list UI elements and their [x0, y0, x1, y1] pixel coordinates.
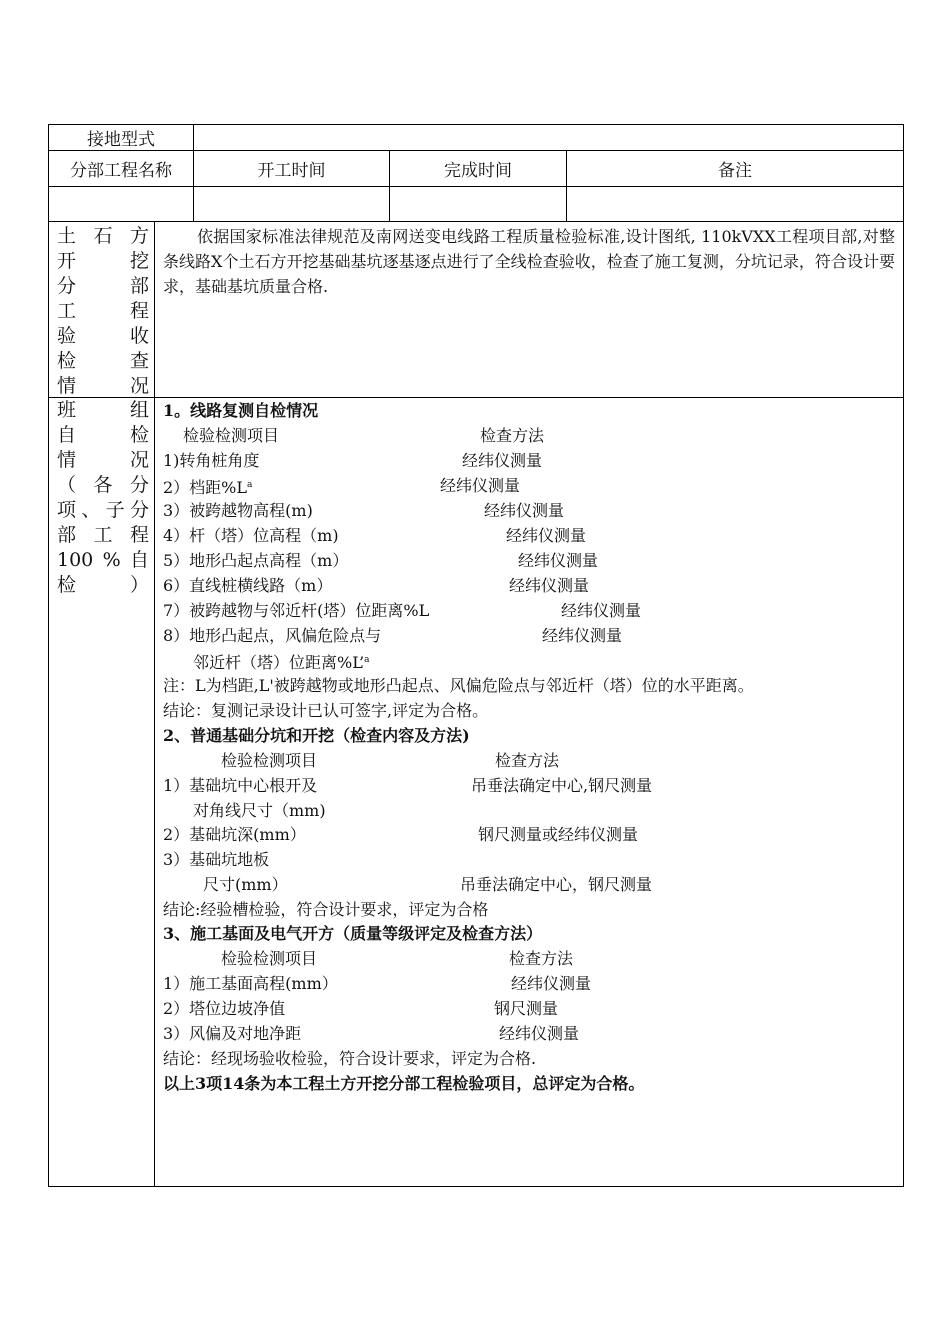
section3-row-method: 经纬仪测量 — [511, 974, 592, 993]
section2-row-method: 吊垂法确定中心，钢尺测量 — [460, 875, 653, 894]
section1-row-item: 8）地形凸起点，风偏危险点与 — [163, 626, 382, 645]
section1-row-item: 1)转角桩角度 — [163, 451, 260, 470]
section1-row-item: 5）地形凸起点高程（m） — [163, 551, 349, 570]
overall-summary: 以上3项14条为本工程土方开挖分部工程检验项目，总评定为合格。 — [163, 1074, 645, 1093]
section1-conclusion: 结论：复测记录设计已认可签字,评定为合格。 — [163, 701, 489, 720]
acceptance-text: 依据国家标准法律规范及南网送变电线路工程质量检验标准,设计图纸, 110kVXX工程项目部,对整条线路X个土石方开挖基础基坑逐基逐点进行了全线检查验收，检查了施工复测，分坑记录，符合设计要求，基础基坑质量合格. — [163, 227, 895, 296]
section1-row-method: 经纬仪测量 — [542, 626, 623, 645]
grounding-type-label: 接地型式 — [87, 130, 155, 150]
section2-row-method: 钢尺测量或经纬仪测量 — [478, 825, 639, 844]
section2-row-continuation: 对角线尺寸（mm) — [193, 801, 326, 820]
finish-time-label: 完成时间 — [444, 161, 512, 181]
section1-row-method: 经纬仪测量 — [440, 476, 521, 495]
section2-row-item: 3）基础坑地板 — [163, 850, 270, 869]
section1-row-item: 2）档距$\%L^a$ — [163, 478, 253, 497]
section3-col-item: 检验检测项目 — [221, 949, 318, 968]
section3-row-item: 3）风偏及对地净距 — [163, 1024, 302, 1043]
self-check-label: 班 组 自 检 情 况 （ 各 分 项、子分 部 工 程 100 % 自 检） — [57, 399, 149, 596]
section2-title: 2、普通基础分坑和开挖（检查内容及方法) — [163, 726, 470, 745]
section2-conclusion: 结论:经验槽检验，符合设计要求，评定为合格 — [163, 900, 489, 919]
section1-row-item: 7）被跨越物与邻近杆(塔）位距离%L — [163, 601, 430, 620]
section1-row-method: 经纬仪测量 — [506, 526, 587, 545]
section1-note: 注：L为档距,L'被跨越物或地形凸起点、风偏危险点与邻近杆（塔）位的水平距离。 — [163, 676, 754, 695]
section1-col-item: 检验检测项目 — [183, 426, 280, 445]
section1-row8-continuation: 邻近杆（塔）位距离%L’$^a$ — [193, 653, 370, 672]
section1-row-item: 3）被跨越物高程(m) — [163, 501, 313, 520]
section1-row-item: 6）直线桩横线路（m） — [163, 576, 333, 595]
section2-row-item: 1）基础坑中心根开及 — [163, 776, 318, 795]
subproject-name-label: 分部工程名称 — [70, 161, 172, 181]
section2-col-method: 检查方法 — [495, 751, 560, 770]
section1-col-method: 检查方法 — [480, 426, 545, 445]
section1-row-method: 经纬仪测量 — [561, 601, 642, 620]
remarks-label: 备注 — [718, 161, 752, 181]
section1-row-method: 经纬仪测量 — [484, 501, 565, 520]
section3-row-method: 经纬仪测量 — [499, 1024, 580, 1043]
section3-col-method: 检查方法 — [509, 949, 574, 968]
section2-row-method: 吊垂法确定中心,钢尺测量 — [471, 776, 653, 795]
section1-row-method: 经纬仪测量 — [509, 576, 590, 595]
section2-row-item: 2）基础坑深(mm） — [163, 825, 306, 844]
section1-row-method: 经纬仪测量 — [462, 451, 543, 470]
section1-row-item: 4）杆（塔）位高程（m) — [163, 526, 339, 545]
section3-row-item: 1）施工基面高程(mm） — [163, 974, 338, 993]
section2-col-item: 检验检测项目 — [221, 751, 318, 770]
acceptance-label: 土石方 开 挖 分 部 工 程 验 收 检 查 情 况 — [57, 225, 149, 397]
section1-row-method: 经纬仪测量 — [518, 551, 599, 570]
section3-row-item: 2）塔位边坡净值 — [163, 999, 286, 1018]
section2-row-continuation: 尺寸(mm） — [203, 875, 288, 894]
section3-row-method: 钢尺测量 — [494, 999, 559, 1018]
start-time-label: 开工时间 — [257, 161, 326, 181]
section1-title: 1。线路复测自检情况 — [163, 401, 319, 420]
section3-conclusion: 结论：经现场验收检验，符合设计要求，评定为合格. — [163, 1049, 537, 1068]
section3-title: 3、施工基面及电气开方（质量等级评定及检查方法） — [163, 924, 543, 943]
